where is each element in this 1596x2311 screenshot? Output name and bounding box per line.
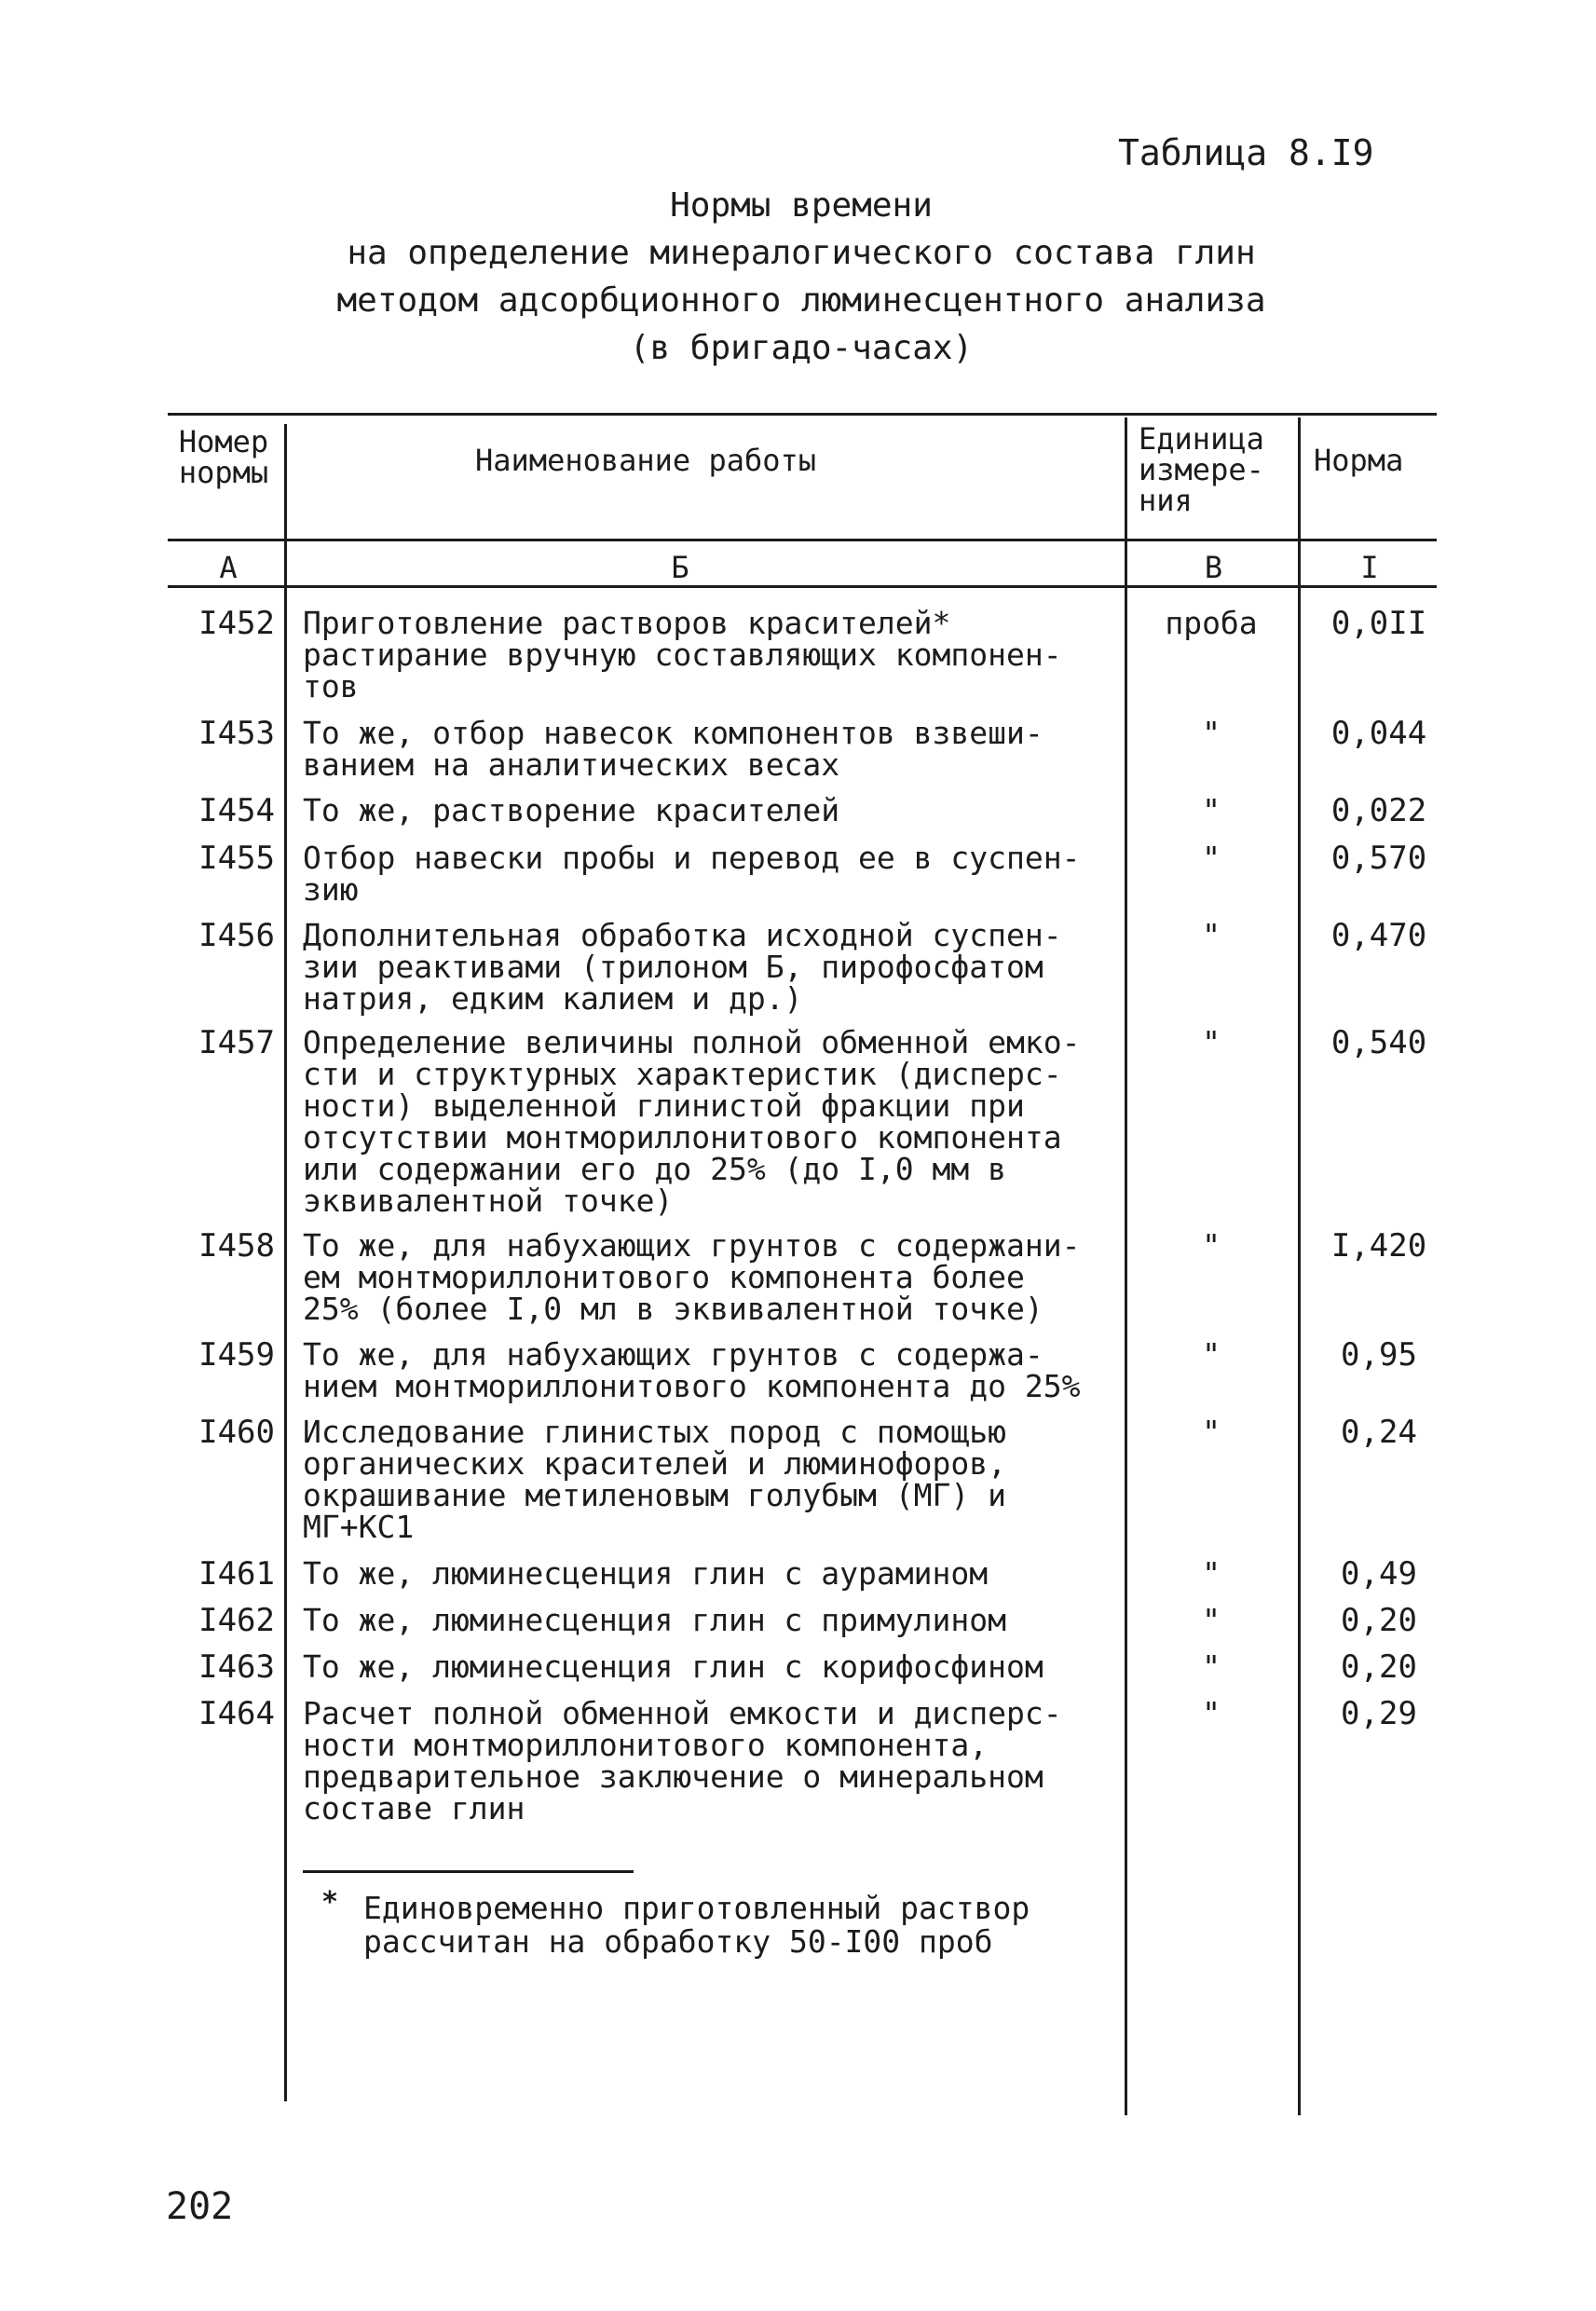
unit: " [1202,792,1221,828]
header-number [168,424,280,490]
norm-number: I456 [198,917,275,954]
norm-value: 0,570 [1330,840,1427,877]
column-divider-2 [1125,417,1127,2115]
work-name: Отбор навески пробы и перевод ее в суспен- зию [303,840,1081,908]
norm-value: 0,470 [1330,917,1427,954]
column-divider-3 [1298,417,1301,2115]
unit: " [1202,1648,1221,1685]
norm-value: 0,0II [1330,605,1427,642]
header-number-text: Номер нормы [178,424,269,490]
norm-number: I455 [198,840,275,877]
header-norm [1314,445,1403,476]
work-name: То же, для набухающих грунтов с содержани- ем монтмориллонитового компонента более 25% (более I,0 мл в эквивалентной точке) [303,1227,1081,1327]
norm-value: I,420 [1330,1227,1427,1265]
norm-number: I457 [198,1024,275,1061]
footnote-text: Единовременно приготовленный раствор рассчитан на обработку 50-I00 проб [363,1890,1030,1960]
norm-number: I460 [198,1414,275,1451]
column-key-unit: В [1204,550,1223,585]
unit: " [1202,1414,1221,1450]
norm-number: I452 [198,605,275,642]
norm-value: 0,49 [1341,1555,1417,1593]
unit: " [1202,1227,1221,1264]
work-name: Определение величины полной обменной емко- сти и структурных характеристик (дисперс- ности) выделенной глинистой фракции при отсутствии монтмориллонитового компонента или содержании его до 25% (до I,0 мм в эквивалентной точке) [303,1024,1081,1219]
unit: " [1202,1602,1221,1638]
table-label: Таблица 8.I9 [1118,132,1374,173]
title-line-4: (в бригадо-часах) [629,329,974,367]
norm-number: I458 [198,1227,275,1265]
unit: " [1202,1336,1221,1373]
header-bottom-rule [168,539,1437,541]
work-name: Расчет полной обменной емкости и дисперс- ности монтмориллонитового компонента, предварительное заключение о минеральном составе глин [303,1695,1062,1826]
title-line-3: методом адсорбционного люминесцентного анализа [336,281,1266,320]
title-line-2: на определение минералогического состава глин [347,234,1256,272]
work-name: То же, растворение красителей [303,792,840,828]
unit: " [1202,917,1221,953]
header-name [475,445,816,476]
norm-number: I462 [198,1602,275,1639]
work-name: То же, для набухающих грунтов с содержа- нием монтмориллонитового компонента до 25% [303,1336,1081,1404]
norm-value: 0,95 [1341,1336,1417,1374]
unit: проба [1165,605,1258,641]
norm-number: I453 [198,715,275,752]
column-key-number: А [219,550,238,585]
norm-value: 0,24 [1341,1414,1417,1451]
table-top-rule [168,413,1437,416]
unit: " [1202,1555,1221,1592]
norm-value: 0,20 [1341,1648,1417,1686]
norm-value: 0,022 [1330,792,1427,829]
table-title [280,182,1323,372]
unit: " [1202,1695,1221,1731]
norm-value: 0,29 [1341,1695,1417,1732]
work-name: То же, люминесценция глин с корифосфином [303,1648,1044,1685]
footnote [321,1886,1030,1960]
norm-number: I463 [198,1648,275,1686]
header-norm-text: Норма [1314,443,1404,478]
norm-value: 0,044 [1330,715,1427,752]
header-unit [1139,421,1289,518]
unit: " [1202,1024,1221,1060]
footnote-mark: * [321,1886,339,1919]
work-name: Приготовление растворов красителей* растирание вручную составляющих компонен- тов [303,605,1062,704]
work-name: То же, люминесценция глин с аурамином [303,1555,989,1592]
work-name: То же, отбор навесок компонентов взвеши- ванием на аналитических весах [303,715,1044,783]
work-name: То же, люминесценция глин с примулином [303,1602,1006,1638]
norm-number: I464 [198,1695,275,1732]
header-unit-text: Единица измере-ния [1139,421,1264,518]
column-key-name: Б [671,550,689,585]
norm-number: I454 [198,792,275,829]
column-key-norm: I [1360,550,1379,585]
column-divider-1 [284,424,287,2101]
title-line-1: Нормы времени [670,186,933,225]
work-name: Исследование глинистых пород с помощью органических красителей и люминофоров, окрашивание метиленовым голубым (МГ) и МГ+КС1 [303,1414,1006,1545]
norm-value: 0,20 [1341,1602,1417,1639]
norm-number: I459 [198,1336,275,1374]
unit: " [1202,840,1221,876]
unit: " [1202,715,1221,751]
footnote-rule [303,1870,634,1873]
norm-number: I461 [198,1555,275,1593]
norm-value: 0,540 [1330,1024,1427,1061]
header-name-text: Наименование работы [475,443,817,478]
page-number: 202 [166,2185,234,2228]
work-name: Дополнительная обработка исходной суспен- зии реактивами (трилоном Б, пирофосфатом натрия, едким калием и др.) [303,917,1062,1017]
column-key-rule [168,585,1437,588]
